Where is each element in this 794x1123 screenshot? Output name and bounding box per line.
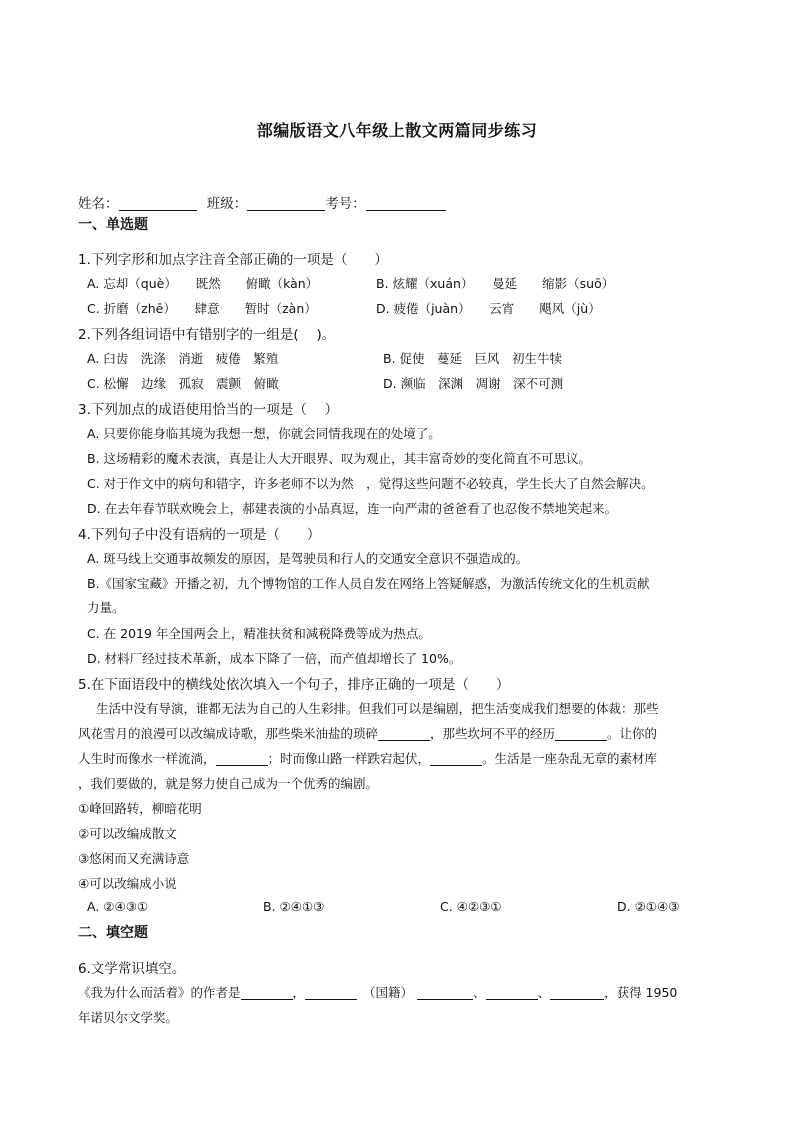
sentence-item-4: ④可以改编成小说	[78, 876, 177, 891]
question-5-option-a[interactable]: A. ②④③①	[87, 899, 149, 914]
question-3-option-d[interactable]: D. 在去年春节联欢晚会上，郝建表演的小品真逗，连一向严肃的爸爸看了也忍俊不禁地笑起来。	[87, 501, 618, 516]
sentence-item-1: ①峰回路转，柳暗花明	[78, 801, 202, 816]
question-4-option-b-continued: 力量。	[87, 600, 125, 615]
class-label: 班级：	[206, 196, 248, 212]
student-info-line	[78, 192, 446, 212]
sentence-item-2: ②可以改编成散文	[78, 826, 177, 841]
page-title: 部编版语文八年级上散文两篇同步练习	[256, 121, 538, 140]
sentence-item-3: ③悠闲而又充满诗意	[78, 851, 190, 866]
question-6-text: 、	[537, 985, 551, 1000]
question-3-option-a[interactable]: A. 只要你能身临其境为我想一想，你就会同情我现在的处境了。	[87, 426, 441, 441]
question-2-option-a[interactable]: A. 臼齿 洗涤 消逝 疲倦 繁殖	[87, 351, 279, 366]
section-heading-fill-in: 二、填空题	[78, 925, 148, 941]
work-blank-3[interactable]	[550, 985, 604, 1000]
passage-text: ；时而像山路一样跌宕起伏，	[267, 751, 431, 766]
work-blank-1[interactable]	[417, 985, 473, 1000]
question-4-stem: 4.下列句子中没有语病的一项是（ ）	[78, 527, 321, 543]
question-6-line-1	[78, 983, 677, 1001]
author-blank[interactable]	[241, 985, 293, 1000]
question-5-option-c[interactable]: C. ④②③①	[440, 899, 502, 914]
question-3-stem: 3.下列加点的成语使用恰当的一项是（ ）	[78, 402, 339, 418]
question-1-stem: 1.下列字形和加点字注音全部正确的一项是（ ）	[78, 252, 388, 268]
passage-line-3	[78, 749, 657, 767]
work-blank-2[interactable]	[486, 985, 538, 1000]
class-field[interactable]	[247, 196, 325, 211]
passage-text: 风花雪月的浪漫可以改编成诗歌，那些柴米油盐的琐碎	[78, 726, 379, 741]
passage-text: 。让你的	[607, 726, 658, 741]
passage-line-4: ，我们要做的，就是努力使自己成为一个优秀的编剧。	[78, 776, 379, 791]
question-4-option-b[interactable]: B.《国家宝藏》开播之初，九个博物馆的工作人员自发在网络上答疑解惑，为激活传统文化的生机贡献	[87, 576, 650, 591]
question-2-stem: 2.下列各组词语中有错别字的一组是( )。	[78, 327, 336, 343]
nationality-blank[interactable]	[305, 985, 357, 1000]
passage-line-2	[78, 724, 657, 742]
passage-blank-1[interactable]	[378, 726, 430, 741]
name-field[interactable]	[119, 196, 197, 211]
exam-number-field[interactable]	[366, 196, 446, 211]
question-6-line-2: 年诺贝尔文学奖。	[78, 1010, 179, 1025]
question-5-option-b[interactable]: B. ②④①③	[263, 899, 325, 914]
passage-blank-2[interactable]	[555, 726, 607, 741]
passage-line-1: 生活中没有导演，谁都无法为自己的人生彩排。但我们可以是编剧，把生活变成我们想要的体裁：那些	[96, 701, 659, 716]
passage-blank-3[interactable]	[216, 751, 268, 766]
question-2-option-d[interactable]: D. 濒临 深渊 凋谢 深不可测	[383, 376, 564, 391]
question-6-text: 《我为什么而活着》的作者是	[78, 985, 241, 1000]
passage-blank-4[interactable]	[430, 751, 482, 766]
question-6-text: ，获得 1950	[604, 985, 678, 1000]
question-6-text: 、	[473, 985, 486, 1000]
question-3-option-c[interactable]: C. 对于作文中的病句和错字，许多老师不以为然 ，觉得这些问题不必较真，学生长大了自然会解决。	[87, 476, 654, 491]
question-2-option-b[interactable]: B. 促使 蔓延 巨风 初生牛犊	[383, 351, 563, 366]
question-1-option-a[interactable]: A. 忘却（què） 既然 俯瞰（kàn）	[87, 276, 319, 291]
exam-number-label: 考号：	[325, 196, 366, 212]
passage-text: 人生时而像水一样流淌，	[78, 751, 216, 766]
question-2-option-c[interactable]: C. 松懈 边缘 孤寂 震颤 俯瞰	[87, 376, 279, 391]
question-3-option-b[interactable]: B. 这场精彩的魔术表演，真是让人大开眼界、叹为观止，其丰富奇妙的变化简直不可思议。	[87, 451, 592, 466]
question-4-option-d[interactable]: D. 材料厂经过技术革新，成本下降了一倍，而产值却增长了 10%。	[87, 651, 462, 666]
name-label: 姓名：	[78, 196, 119, 212]
question-5-option-d[interactable]: D. ②①④③	[617, 899, 680, 914]
passage-text: ，那些坎坷不平的经历	[430, 726, 556, 741]
question-6-text: ，	[292, 985, 306, 1000]
question-1-option-d[interactable]: D. 疲倦（juàn） 云宵 飓风（jù）	[376, 301, 601, 316]
question-1-option-c[interactable]: C. 折磨（zhē） 肆意 暂时（zàn）	[87, 301, 317, 316]
question-4-option-a[interactable]: A. 斑马线上交通事故频发的原因，是驾驶员和行人的交通安全意识不强造成的。	[87, 551, 529, 566]
passage-text: 。生活是一座杂乱无章的素材库	[482, 751, 658, 766]
section-heading-single-choice: 一、单选题	[78, 217, 148, 233]
question-5-stem: 5.在下面语段中的横线处依次填入一个句子，排序正确的一项是（ ）	[78, 677, 510, 693]
question-6-text: （国籍）	[363, 985, 414, 1000]
question-6-stem: 6.文学常识填空。	[78, 961, 186, 977]
question-1-option-b[interactable]: B. 炫耀（xuán） 曼延 缩影（suō）	[376, 276, 615, 291]
question-4-option-c[interactable]: C. 在 2019 年全国两会上，精准扶贫和减税降费等成为热点。	[87, 626, 431, 641]
